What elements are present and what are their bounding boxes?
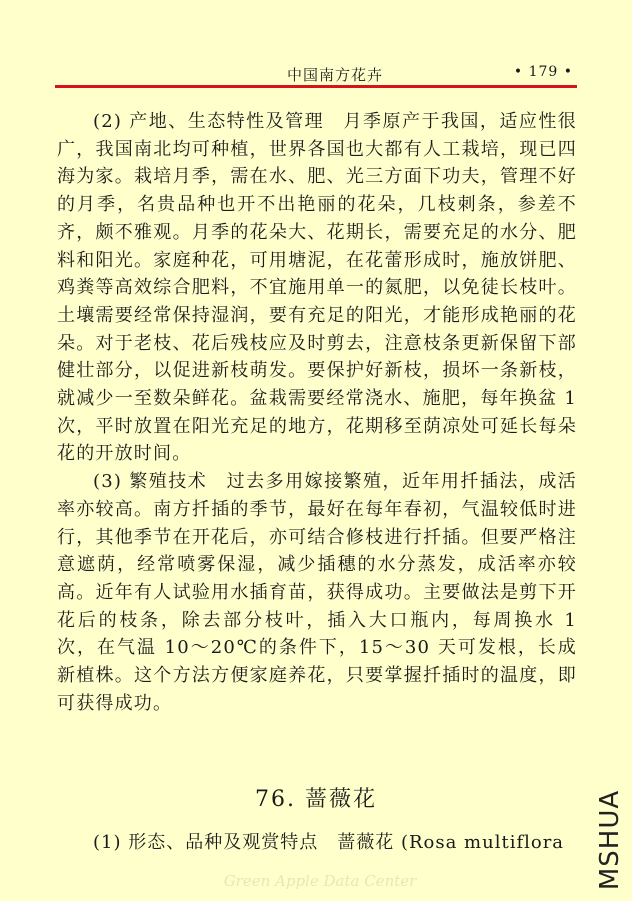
side-mark-text: MSHUA [595, 789, 625, 891]
header-rule [55, 85, 577, 88]
side-mark [588, 790, 632, 890]
section-first-line: (1) 形态、品种及观赏特点 蔷薇花 (Rosa multiflora [93, 832, 565, 853]
paragraph-cultivation: (2) 产地、生态特性及管理 月季原产于我国，适应性很广，我国南北均可种植，世界各国也大都有人工栽培，现已四海为家。栽培月季，需在水、肥、光三方面下功夫，管理不好的月季，名贵品种也开不出艳丽的花朵，几枝刺条，参差不齐，颇不雅观。月季的花朵大、花期长，需要充足的水分、肥料和阳光。家庭种花，可用塘泥，在花蕾形成时，施放饼肥、鸡粪等高效综合肥料，不宜施用单一的氮肥，以免徒长枝叶。土壤需要经常保持湿润，要有充足的阳光，才能形成艳丽的花朵。对于老枝、花后残枝应及时剪去，注意枝条更新保留下部健壮部分，以促进新枝萌发。要保护好新枝，损坏一条新枝，就减少一至数朵鲜花。盆栽需要经常浇水、施肥，每年换盆 1 次，平时放置在阳光充足的地方，花期移至荫凉处可延长每朵花的开放时间。 [57, 111, 577, 465]
watermark: Green Apple Data Center [223, 872, 417, 890]
book-title: 中国南方花卉 [287, 66, 384, 84]
body-text [57, 108, 577, 717]
page-number: • 179 • [513, 64, 573, 80]
section-heading: 76. 蔷薇花 [255, 787, 377, 812]
running-header [55, 64, 577, 86]
paragraph-propagation: (3) 繁殖技术 过去多用嫁接繁殖，近年用扦插法，成活率亦较高。南方扦插的季节，最好在每年春初，气温较低时进行，其他季节在开花后，亦可结合修枝进行扦插。但要严格注意遮荫，经常喷雾保湿，减少插穗的水分蒸发，成活率亦较高。近年有人试验用水插育苗，获得成功。主要做法是剪下开花后的枝条，除去部分枝叶，插入大口瓶内，每周换水 1 次，在气温 10～20℃的条件下，15～30 天可发根，长成新植株。这个方法方便家庭养花，只要掌握扦插时的温度，即可获得成功。 [57, 471, 577, 714]
